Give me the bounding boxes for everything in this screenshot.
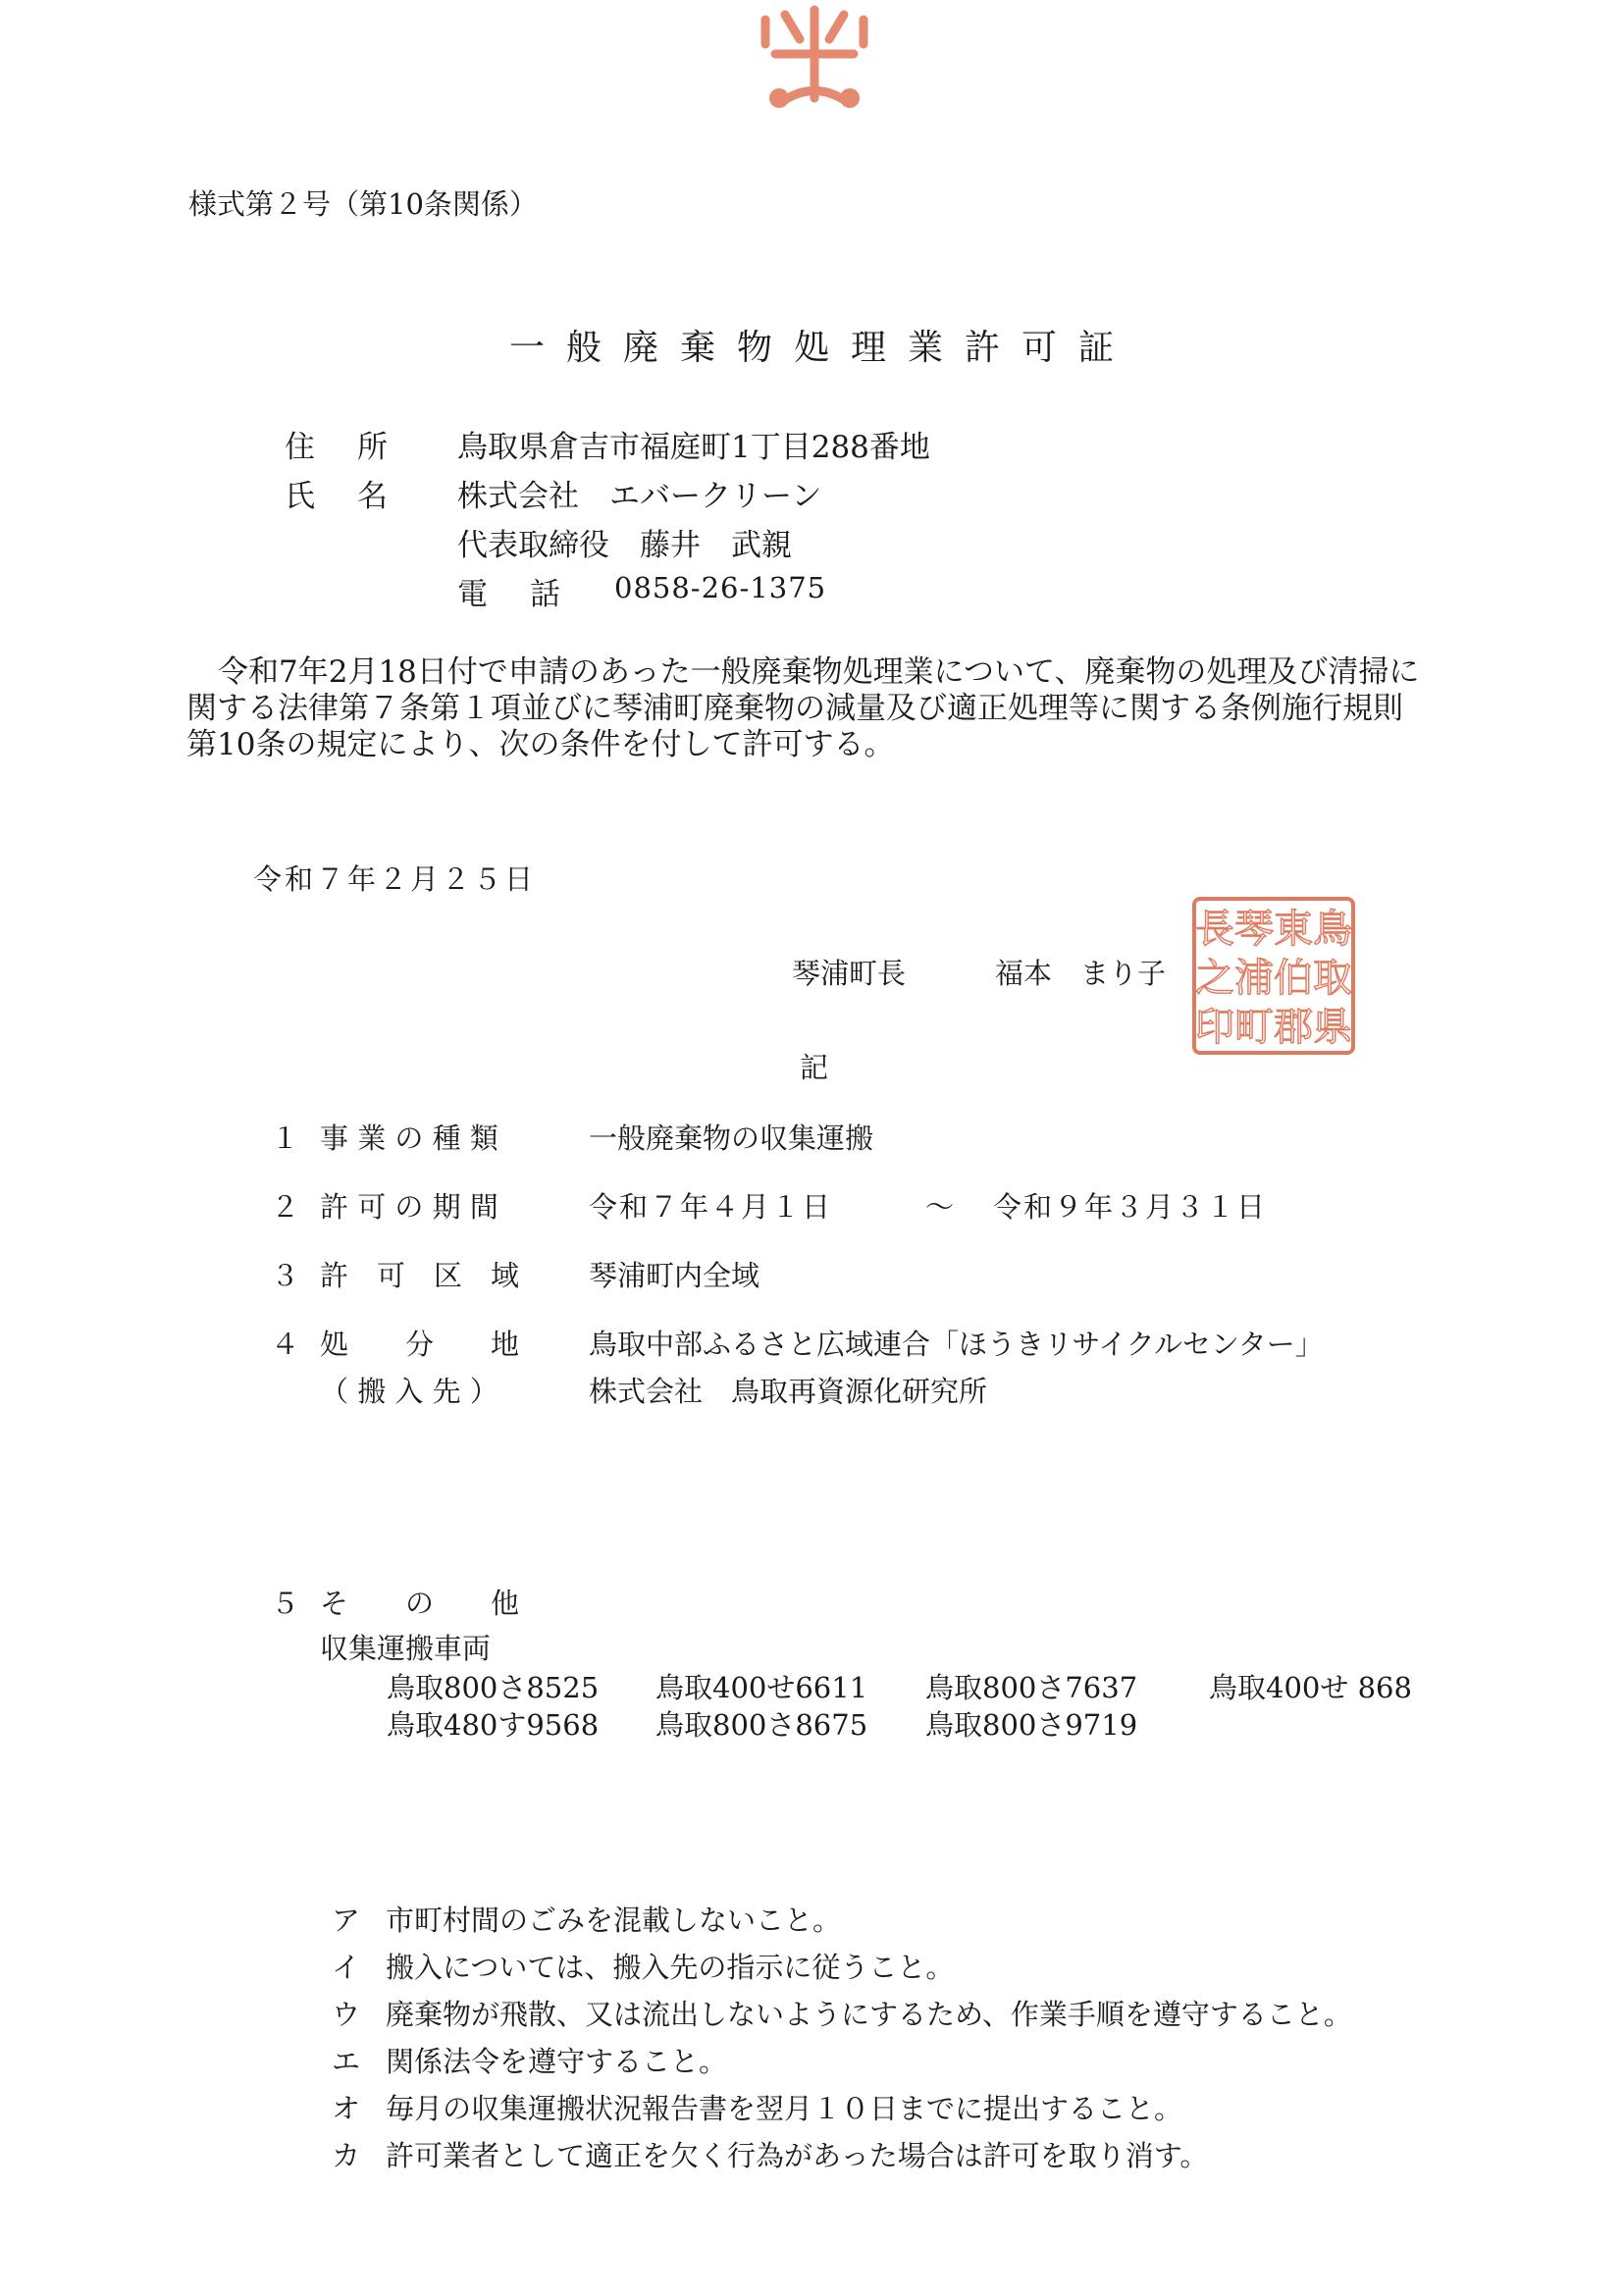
name-label: 氏 名 bbox=[285, 479, 393, 514]
top-stamp-fragment bbox=[756, 0, 873, 118]
vehicles-heading: 収集運搬車両 bbox=[320, 1632, 492, 1665]
issuer-name: 福本 まり子 bbox=[995, 957, 1167, 990]
official-seal bbox=[1190, 895, 1357, 1057]
condition-text: 許可業者として適正を欠く行為があった場合は許可を取り消す。 bbox=[386, 2139, 1209, 2172]
issuer-title: 琴浦町長 bbox=[792, 957, 907, 990]
period-tilde: ～ bbox=[925, 1190, 955, 1224]
item-5-label: そ の 他 bbox=[320, 1587, 520, 1620]
item-4-value: 鳥取中部ふるさと広域連合「ほうきリサイクルセンター」 bbox=[589, 1328, 1324, 1361]
company-name: 株式会社 エバークリーン bbox=[457, 479, 822, 514]
condition-mark: ア bbox=[332, 1904, 361, 1937]
item-2-label: 許 可 の 期 間 bbox=[320, 1190, 498, 1224]
svg-text:県: 県 bbox=[1313, 1005, 1352, 1050]
item-4-sublabel: （ 搬 入 先 ） bbox=[320, 1375, 498, 1408]
permit-end-date: 令和９年３月３１日 bbox=[993, 1190, 1268, 1224]
svg-text:之: 之 bbox=[1195, 956, 1234, 1001]
svg-text:伯: 伯 bbox=[1274, 956, 1313, 1001]
item-3-number: ３ bbox=[271, 1259, 300, 1292]
phone-label: 電 話 bbox=[457, 577, 566, 612]
svg-text:郡: 郡 bbox=[1274, 1005, 1313, 1050]
address-label: 住 所 bbox=[285, 430, 393, 465]
svg-text:長: 長 bbox=[1195, 907, 1234, 952]
condition-mark: カ bbox=[332, 2139, 361, 2172]
permit-start-date: 令和７年４月１日 bbox=[589, 1190, 833, 1224]
item-3-label: 許 可 区 域 bbox=[320, 1259, 520, 1292]
svg-text:印: 印 bbox=[1195, 1005, 1234, 1050]
item-3-value: 琴浦町内全域 bbox=[589, 1259, 760, 1292]
vehicle-plate: 鳥取800さ8525 bbox=[387, 1671, 600, 1704]
svg-text:町: 町 bbox=[1234, 1005, 1274, 1050]
item-4-label: 処 分 地 bbox=[320, 1328, 520, 1361]
svg-text:東: 東 bbox=[1274, 907, 1313, 952]
phone-value: 0858-26-1375 bbox=[614, 571, 827, 604]
condition-text: 搬入については、搬入先の指示に従うこと。 bbox=[386, 1951, 955, 1984]
page-title: 一般廃棄物処理業許可証 bbox=[508, 328, 1135, 368]
representative-name: 代表取締役 藤井 武親 bbox=[457, 528, 792, 563]
vehicle-plate: 鳥取800さ7637 bbox=[925, 1671, 1138, 1704]
condition-text: 市町村間のごみを混載しないこと。 bbox=[386, 1904, 842, 1937]
item-4-number: ４ bbox=[271, 1328, 300, 1361]
svg-text:琴: 琴 bbox=[1234, 907, 1274, 952]
condition-mark: イ bbox=[332, 1951, 361, 1984]
vehicle-plate: 鳥取800さ8675 bbox=[655, 1708, 868, 1742]
address-value: 鳥取県倉吉市福庭町1丁目288番地 bbox=[457, 430, 930, 465]
condition-text: 毎月の収集運搬状況報告書を翌月１０日までに提出すること。 bbox=[386, 2092, 1183, 2125]
item-1-value: 一般廃棄物の収集運搬 bbox=[589, 1122, 874, 1155]
item-2-number: ２ bbox=[271, 1190, 300, 1224]
item-1-label: 事 業 の 種 類 bbox=[320, 1122, 498, 1155]
condition-mark: エ bbox=[332, 2045, 361, 2078]
vehicle-plate: 鳥取800さ9719 bbox=[925, 1708, 1138, 1742]
issue-date: 令和７年２月２５日 bbox=[253, 862, 537, 896]
svg-text:鳥: 鳥 bbox=[1313, 907, 1352, 952]
svg-text:取: 取 bbox=[1313, 956, 1352, 1001]
condition-text: 関係法令を遵守すること。 bbox=[386, 2045, 728, 2078]
svg-text:浦: 浦 bbox=[1234, 956, 1274, 1001]
item-1-number: １ bbox=[271, 1122, 300, 1155]
item-5-number: ５ bbox=[271, 1587, 300, 1620]
vehicle-plate: 鳥取480す9568 bbox=[387, 1708, 600, 1742]
form-number: 様式第２号（第10条関係） bbox=[188, 187, 538, 221]
item-4-value2: 株式会社 鳥取再資源化研究所 bbox=[589, 1375, 988, 1408]
ki-label: 記 bbox=[800, 1051, 829, 1084]
vehicle-plate: 鳥取400せ 868 bbox=[1209, 1671, 1412, 1704]
body-paragraph: 令和7年2月18日付で申請のあった一般廃棄物処理業について、廃棄物の処理及び清掃に関する法律第７条第１項並びに琴浦町廃棄物の減量及び適正処理等に関する条例施行規則第10条の規定により、次の条件を付して許可する。 bbox=[186, 654, 1420, 762]
condition-mark: オ bbox=[332, 2092, 361, 2125]
condition-mark: ウ bbox=[332, 1998, 361, 2031]
vehicle-plate: 鳥取400せ6611 bbox=[655, 1671, 868, 1704]
condition-text: 廃棄物が飛散、又は流出しないようにするため、作業手順を遵守すること。 bbox=[386, 1998, 1352, 2031]
